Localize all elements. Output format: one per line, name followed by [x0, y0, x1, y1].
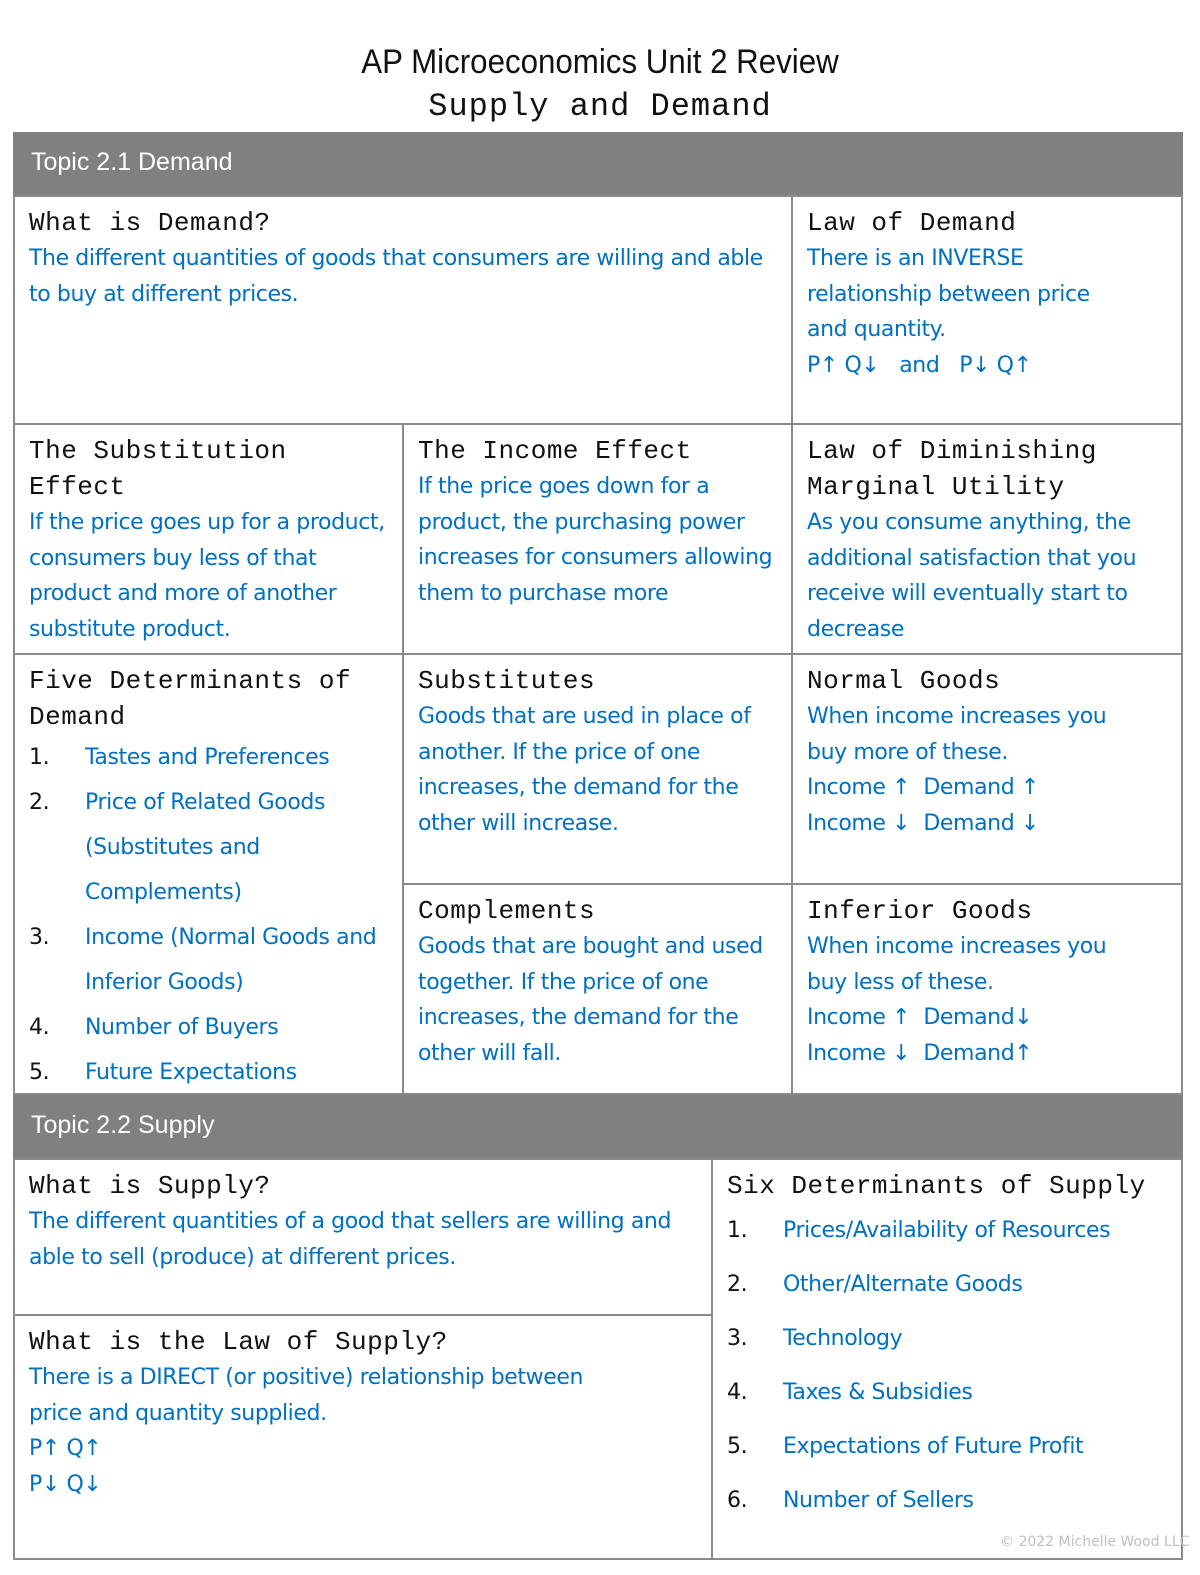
what-is-demand-cell — [13, 195, 793, 425]
complements-title: Complements — [418, 896, 596, 926]
substitution-effect-title: The Substitution Effect — [29, 436, 287, 502]
income-effect-cell — [402, 423, 793, 655]
list-item: 1. Tastes and Preferences — [29, 745, 330, 770]
law-of-demand-cell — [791, 195, 1183, 425]
law-of-supply-line: There is a DIRECT (or positive) relationship between — [29, 1365, 584, 1390]
demand-determinants-list — [29, 735, 392, 1095]
demand-determinants-cell — [13, 653, 404, 1095]
law-of-supply-title: What is the Law of Supply? — [29, 1327, 448, 1357]
copyright-watermark: © 2022 Michelle Wood LLC — [1000, 1534, 1190, 1550]
list-item: 5. Expectations of Future Profit — [727, 1434, 1084, 1459]
law-of-demand-title: Law of Demand — [807, 208, 1017, 238]
substitutes-title: Substitutes — [418, 666, 596, 696]
complements-text: Goods that are bought and used together. If the price of one increases, the demand for the other will fall. — [418, 934, 763, 1066]
inferior-goods-line: Income ↓ Demand↑ — [807, 1040, 1033, 1066]
what-is-supply-title: What is Supply? — [29, 1171, 271, 1201]
list-item: 2. Price of Related Goods (Substitutes and Complements) — [29, 790, 325, 905]
law-of-supply-arrows: P↑ Q↑ — [29, 1436, 102, 1461]
page-subtitle: Supply and Demand — [428, 88, 772, 125]
normal-goods-line: buy more of these. — [807, 739, 1008, 765]
supply-determinants-list — [727, 1204, 1171, 1528]
inferior-goods-cell — [791, 883, 1183, 1095]
income-effect-title: The Income Effect — [418, 436, 692, 466]
law-of-supply-cell — [13, 1314, 713, 1560]
substitution-effect-cell — [13, 423, 404, 655]
page-title: AP Microeconomics Unit 2 Review — [361, 43, 839, 81]
list-item: 5. Future Expectations — [29, 1060, 297, 1085]
supply-determinants-cell — [711, 1158, 1183, 1560]
list-item: 2. Other/Alternate Goods — [727, 1272, 1023, 1297]
what-is-demand-text: The different quantities of goods that consumers are willing and able to buy at different prices. — [29, 246, 763, 307]
normal-goods-title: Normal Goods — [807, 666, 1001, 696]
law-of-demand-line: There is an INVERSE — [807, 246, 1024, 271]
what-is-supply-text: The different quantities of a good that sellers are willing and able to sell (produce) at different prices. — [29, 1209, 672, 1270]
demand-determinants-title: Five Determinants of Demand — [29, 666, 352, 732]
list-item: 4. Taxes & Subsidies — [727, 1380, 973, 1405]
what-is-demand-title: What is Demand? — [29, 208, 271, 238]
list-item: 3. Income (Normal Goods and Inferior Goods) — [29, 925, 377, 995]
inferior-goods-title: Inferior Goods — [807, 896, 1033, 926]
complements-cell — [402, 883, 793, 1095]
what-is-supply-cell — [13, 1158, 713, 1316]
list-item: 6. Number of Sellers — [727, 1488, 974, 1513]
substitutes-text: Goods that are used in place of another. If the price of one increases, the demand for the other will increase. — [418, 704, 751, 836]
supply-determinants-title: Six Determinants of Supply — [727, 1171, 1146, 1201]
inferior-goods-line: When income increases you — [807, 934, 1107, 959]
law-of-demand-line: and quantity. — [807, 317, 946, 342]
diminishing-utility-cell — [791, 423, 1183, 655]
law-of-demand-arrows: P↑ Q↓ and P↓ Q↑ — [807, 352, 1032, 378]
normal-goods-line: When income increases you — [807, 704, 1107, 729]
list-item: 4. Number of Buyers — [29, 1015, 279, 1040]
inferior-goods-line: Income ↑ Demand↓ — [807, 1005, 1033, 1030]
law-of-supply-line: price and quantity supplied. — [29, 1400, 327, 1426]
list-item: 1. Prices/Availability of Resources — [727, 1218, 1111, 1243]
topic-supply-header: Topic 2.2 Supply — [13, 1095, 1183, 1158]
diminishing-utility-text: As you consume anything, the additional satisfaction that you receive will eventually start to decrease — [807, 510, 1137, 642]
income-effect-text: If the price goes down for a product, the purchasing power increases for consumers allowing them to purchase more — [418, 474, 773, 606]
normal-goods-line: Income ↓ Demand ↓ — [807, 810, 1039, 836]
law-of-supply-arrows: P↓ Q↓ — [29, 1471, 102, 1497]
normal-goods-line: Income ↑ Demand ↑ — [807, 775, 1039, 800]
law-of-demand-line: relationship between price — [807, 281, 1090, 307]
substitutes-cell — [402, 653, 793, 885]
list-item: 3. Technology — [727, 1326, 903, 1351]
substitution-effect-text: If the price goes up for a product, consumers buy less of that product and more of another substitute product. — [29, 510, 385, 642]
diminishing-utility-title: Law of Diminishing Marginal Utility — [807, 436, 1097, 502]
inferior-goods-line: buy less of these. — [807, 969, 994, 995]
topic-demand-header: Topic 2.1 Demand — [13, 132, 1183, 195]
normal-goods-cell — [791, 653, 1183, 885]
